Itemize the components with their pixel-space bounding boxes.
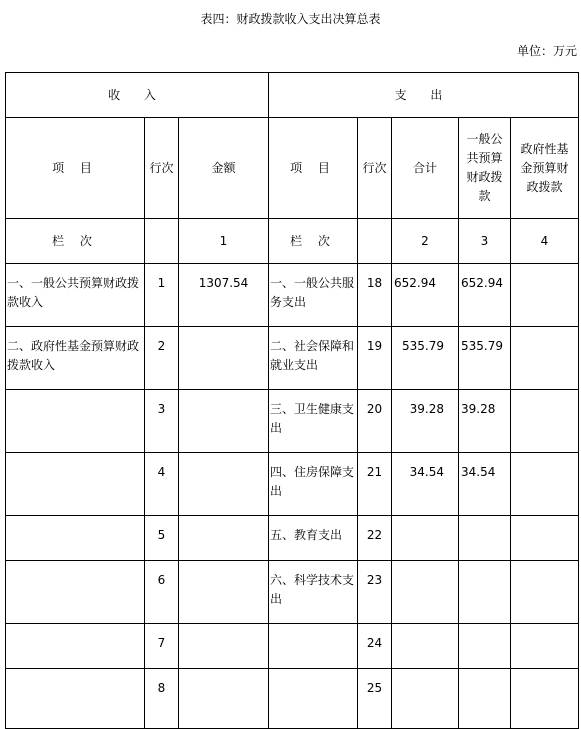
expense-item: 四、住房保障支出 bbox=[269, 453, 358, 516]
expense-item: 三、卫生健康支出 bbox=[269, 390, 358, 453]
expense-total bbox=[392, 516, 459, 561]
expense-column-3: 3 bbox=[459, 219, 511, 264]
expense-item bbox=[269, 624, 358, 669]
income-line-header: 行次 bbox=[145, 118, 179, 219]
table-row bbox=[6, 561, 579, 624]
budget-summary-table bbox=[5, 72, 579, 729]
income-item: 二、政府性基金预算财政拨款收入 bbox=[6, 327, 145, 390]
gov-fund-value bbox=[511, 453, 579, 516]
expense-line: 18 bbox=[358, 264, 392, 327]
income-group-header: 收 入 bbox=[6, 73, 269, 118]
expense-column-2: 2 bbox=[392, 219, 459, 264]
table-row bbox=[6, 390, 579, 453]
income-item-header: 项 目 bbox=[6, 118, 145, 219]
income-amount bbox=[179, 327, 269, 390]
income-amount bbox=[179, 390, 269, 453]
gov-fund-value bbox=[511, 561, 579, 624]
income-column-line bbox=[145, 219, 179, 264]
expense-total bbox=[392, 624, 459, 669]
income-amount bbox=[179, 516, 269, 561]
income-amount bbox=[179, 624, 269, 669]
expense-item bbox=[269, 669, 358, 729]
income-line: 2 bbox=[145, 327, 179, 390]
income-line: 3 bbox=[145, 390, 179, 453]
table-row bbox=[6, 327, 579, 390]
income-item bbox=[6, 516, 145, 561]
table-row bbox=[6, 264, 579, 327]
income-line: 4 bbox=[145, 453, 179, 516]
income-column-label: 栏 次 bbox=[6, 219, 145, 264]
general-budget-value: 39.28 bbox=[459, 390, 511, 453]
gov-fund-header: 政府性基金预算财政拨款 bbox=[511, 118, 579, 219]
expense-total bbox=[392, 561, 459, 624]
expense-line: 22 bbox=[358, 516, 392, 561]
table-row bbox=[6, 669, 579, 729]
general-budget-value bbox=[459, 624, 511, 669]
gov-fund-value bbox=[511, 669, 579, 729]
general-budget-value: 652.94 bbox=[459, 264, 511, 327]
expense-column-4: 4 bbox=[511, 219, 579, 264]
expense-total: 652.94 bbox=[392, 264, 459, 327]
gov-fund-value bbox=[511, 516, 579, 561]
expense-total: 34.54 bbox=[392, 453, 459, 516]
unit-label: 单位：万元 bbox=[516, 44, 577, 58]
table-row bbox=[6, 516, 579, 561]
expense-line: 25 bbox=[358, 669, 392, 729]
expense-line: 24 bbox=[358, 624, 392, 669]
expense-total: 39.28 bbox=[392, 390, 459, 453]
income-amount bbox=[179, 561, 269, 624]
gov-fund-value bbox=[511, 327, 579, 390]
expense-total: 535.79 bbox=[392, 327, 459, 390]
general-budget-value: 34.54 bbox=[459, 453, 511, 516]
expense-column-line bbox=[358, 219, 392, 264]
general-budget-value bbox=[459, 516, 511, 561]
general-budget-value bbox=[459, 561, 511, 624]
expense-line: 21 bbox=[358, 453, 392, 516]
expense-line-header: 行次 bbox=[358, 118, 392, 219]
income-item bbox=[6, 453, 145, 516]
income-amount: 1307.54 bbox=[179, 264, 269, 327]
income-line: 1 bbox=[145, 264, 179, 327]
income-line: 7 bbox=[145, 624, 179, 669]
table-row bbox=[6, 453, 579, 516]
income-item: 一、一般公共预算财政拨款收入 bbox=[6, 264, 145, 327]
expense-line: 20 bbox=[358, 390, 392, 453]
income-line: 8 bbox=[145, 669, 179, 729]
expense-item-header: 项 目 bbox=[269, 118, 358, 219]
income-item bbox=[6, 624, 145, 669]
table-row bbox=[6, 624, 579, 669]
income-line: 5 bbox=[145, 516, 179, 561]
general-budget-value: 535.79 bbox=[459, 327, 511, 390]
expense-item: 一、一般公共服务支出 bbox=[269, 264, 358, 327]
income-item bbox=[6, 669, 145, 729]
expense-item: 六、科学技术支出 bbox=[269, 561, 358, 624]
income-column-1: 1 bbox=[179, 219, 269, 264]
general-budget-header: 一般公共预算财政拨款 bbox=[459, 118, 511, 219]
page-title: 表四：财政拨款收入支出决算总表 bbox=[200, 12, 381, 26]
income-line: 6 bbox=[145, 561, 179, 624]
expense-column-label: 栏 次 bbox=[269, 219, 358, 264]
expense-line: 19 bbox=[358, 327, 392, 390]
expense-line: 23 bbox=[358, 561, 392, 624]
income-item bbox=[6, 561, 145, 624]
general-budget-value bbox=[459, 669, 511, 729]
gov-fund-value bbox=[511, 624, 579, 669]
expense-total bbox=[392, 669, 459, 729]
income-amount-header: 金额 bbox=[179, 118, 269, 219]
gov-fund-value bbox=[511, 390, 579, 453]
gov-fund-value bbox=[511, 264, 579, 327]
income-amount bbox=[179, 669, 269, 729]
expense-item: 二、社会保障和就业支出 bbox=[269, 327, 358, 390]
income-item bbox=[6, 390, 145, 453]
expense-item: 五、教育支出 bbox=[269, 516, 358, 561]
income-amount bbox=[179, 453, 269, 516]
expense-group-header: 支 出 bbox=[269, 73, 579, 118]
total-header: 合计 bbox=[392, 118, 459, 219]
